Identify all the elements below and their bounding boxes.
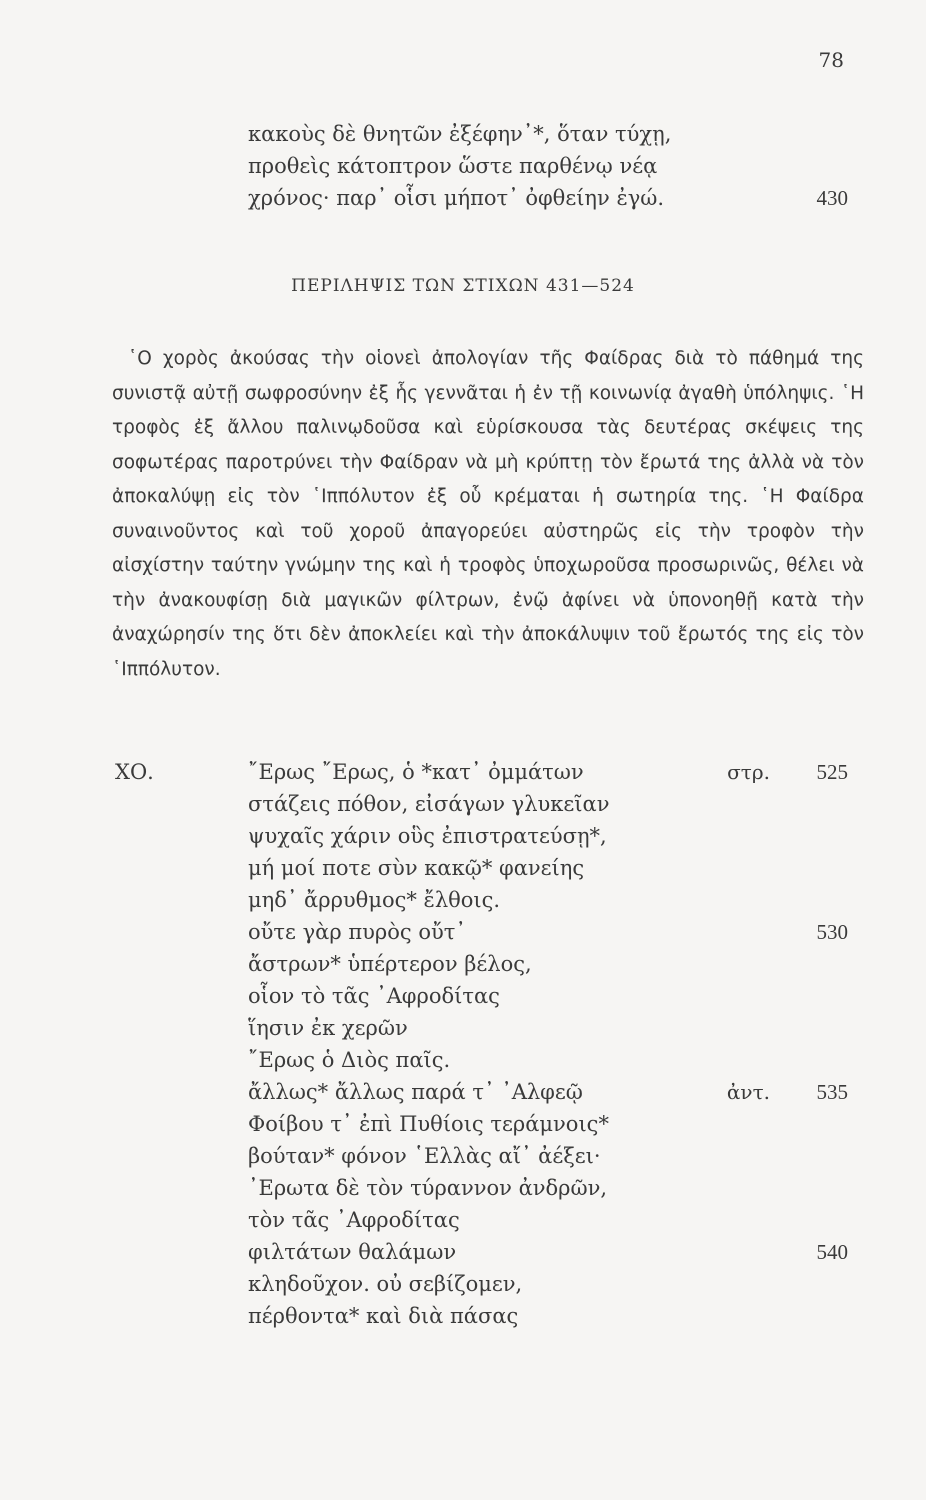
chorus-verses [248, 756, 848, 1332]
speaker-label: ΧΟ. [115, 760, 154, 784]
verse-text: πέρθοντα* καὶ διὰ πάσας [248, 1304, 519, 1328]
verse-line [248, 948, 848, 980]
verse-text: οἷον τὸ τᾶς ᾿Αφροδίτας [248, 984, 500, 1008]
line-number: 540 [816, 1240, 848, 1264]
strophe-mark: στρ. [727, 760, 770, 784]
summary-heading: ΠΕΡΙΛΗΨΙΣ ΤΩΝ ΣΤΙΧΩΝ 431—524 [291, 276, 635, 296]
verse-line [248, 1076, 848, 1108]
verse-text: προθεὶς κάτοπτρον ὥστε παρθένῳ νέᾳ [248, 154, 658, 178]
verse-text: βούταν* φόνον ῾Ελλὰς αἴ᾿ ἀέξει· [248, 1144, 601, 1168]
verse-text: ψυχαῖς χάριν οὓς ἐπιστρατεύσῃ*, [248, 824, 607, 848]
verse-text: οὔτε γὰρ πυρὸς οὔτ᾿ [248, 920, 466, 944]
verse-line [248, 118, 848, 150]
verse-line [248, 1012, 848, 1044]
verse-text: ἄλλως* ἄλλως παρά τ᾿ ᾿Αλφεῷ [248, 1080, 583, 1104]
verse-line [248, 1172, 848, 1204]
verse-text: ἵησιν ἐκ χερῶν [248, 1016, 408, 1040]
verse-line [248, 980, 848, 1012]
verse-text: κληδοῦχον. οὐ σεβίζομεν, [248, 1272, 523, 1296]
verse-line [248, 884, 848, 916]
verse-line [248, 916, 848, 948]
line-number: 430 [816, 186, 848, 210]
verse-line [248, 1140, 848, 1172]
verse-text: ᾿Ερωτα δὲ τὸν τύραννον ἀνδρῶν, [248, 1176, 608, 1200]
verse-text: τὸν τᾶς ᾿Αφροδίτας [248, 1208, 460, 1232]
verse-line [248, 1044, 848, 1076]
line-number: 530 [816, 920, 848, 944]
verse-line [248, 1108, 848, 1140]
verse-line [248, 1268, 848, 1300]
verse-text: μή μοί ποτε σὺν κακῷ* φανείης [248, 856, 585, 880]
line-number: 535 [816, 1080, 848, 1104]
summary-paragraph: ῾Ο χορὸς ἀκούσας τὴν οἱονεὶ ἀπολογίαν τῆς Φαίδρας διὰ τὸ πάθημά της συνιστᾷ αὐτῇ σωφροσύνην ἐξ ἧς γεννᾶται ἡ ἐν τῇ κοινωνίᾳ ἀγαθὴ ὑπόληψις. ῾Η τροφὸς ἐξ ἄλλου παλινῳδοῦσα καὶ εὑρίσκουσα τὰς δευτέρας σκέψεις της σοφωτέρας παροτρύνει τὴν Φαίδραν νὰ μὴ κρύπτῃ τὸν ἔρωτά της ἀλλὰ νὰ τὸν ἀποκαλύψῃ εἰς τὸν ῾Ιππόλυτον ἐξ οὗ κρέμαται ἡ σωτηρία της. ῾Η Φαίδρα συναινοῦντος καὶ τοῦ χοροῦ ἀπαγορεύει αὐστηρῶς εἰς τὴν τροφὸν τὴν αἰσχίστην ταύτην γνώμην της καὶ ἡ τροφὸς ὑποχωροῦσα προσωρινῶς, θέλει νὰ τὴν ἀνακουφίσῃ διὰ μαγικῶν φίλτρων, ἐνῷ ἀφίνει νὰ ὑπονοηθῇ κατὰ τὴν ἀναχώρησίν της ὅτι δὲν ἀποκλείει καὶ τὴν ἀποκάλυψιν τοῦ ἔρωτός της εἰς τὸν ῾Ιππόλυτον. [112, 348, 864, 680]
verse-line [248, 820, 848, 852]
page-number: 78 [818, 48, 844, 72]
line-number: 525 [816, 760, 848, 784]
verse-line [248, 182, 848, 214]
verse-line [248, 1236, 848, 1268]
verse-line [248, 1204, 848, 1236]
verse-text: Φοίβου τ᾿ ἐπὶ Πυθίοις τεράμνοις* [248, 1112, 609, 1136]
verse-text: ἄστρων* ὑπέρτερον βέλος, [248, 952, 532, 976]
verse-line [248, 1300, 848, 1332]
verse-text: χρόνος· παρ᾿ οἷσι μήποτ᾿ ὀφθείην ἐγώ. [248, 186, 665, 210]
verse-text: ῎Ερως ὁ Διὸς παῖς. [248, 1048, 451, 1072]
verse-line [248, 756, 848, 788]
verse-text: κακοὺς δὲ θνητῶν ἐξέφην᾿*, ὅταν τύχῃ, [248, 122, 672, 146]
verse-line [248, 852, 848, 884]
verse-text: στάζεις πόθον, εἰσάγων γλυκεῖαν [248, 792, 610, 816]
top-verses [248, 118, 848, 214]
verse-line [248, 788, 848, 820]
verse-text: μηδ᾿ ἄρρυθμος* ἔλθοις. [248, 888, 501, 912]
verse-text: ῎Ερως ῎Ερως, ὁ *κατ᾿ ὀμμάτων [248, 760, 584, 784]
verse-text: φιλτάτων θαλάμων [248, 1240, 457, 1264]
verse-line [248, 150, 848, 182]
strophe-mark: ἀντ. [726, 1080, 770, 1104]
